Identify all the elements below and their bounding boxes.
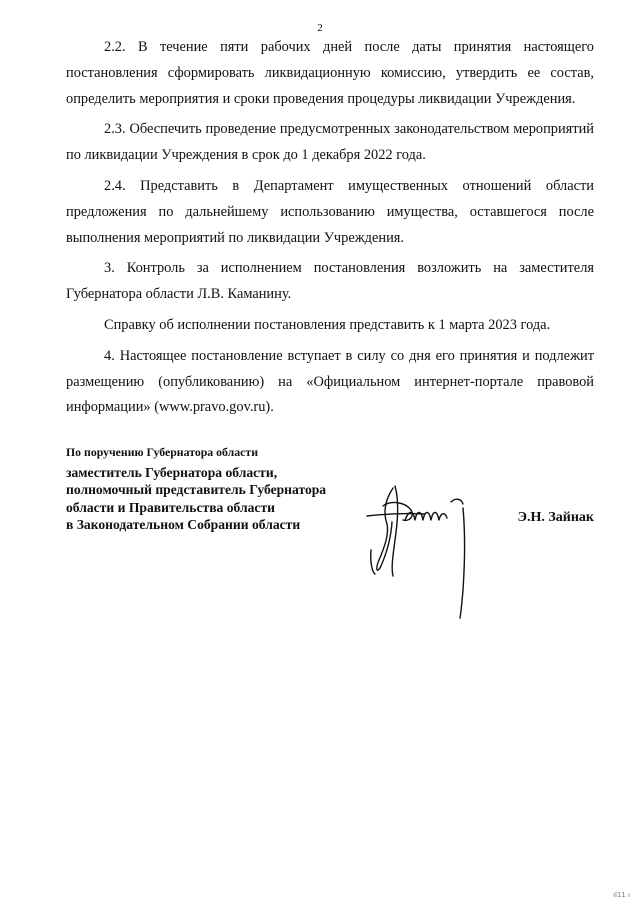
page-number: 2 [317,22,323,34]
signer-position-line-2: полномочный представитель Губернатора [66,482,327,497]
signer-position-line-1: заместитель Губернатора области, [66,464,278,480]
paragraph-3: 3. Контроль за исполнением постановления возложить на заместителя Губернатора области Л.В. Каманину. [66,260,594,303]
paragraph-2-2: 2.2. В течение пяти рабочих дней после даты принятия настоящего постановления сформировать ликвидационную комиссию, утвердить ее состав, определить мероприятия и сроки проведения процедуры ликвидации Учреждения. [66,39,594,107]
signature-block [66,444,366,534]
paragraph-report: Справку об исполнении постановления представить к 1 марта 2023 года. [104,316,551,333]
document-body [66,35,594,426]
paragraph-2-3: 2.3. Обеспечить проведение предусмотренных законодательством мероприятий по ликвидации Учреждения в срок до 1 декабря 2022 года. [66,121,594,164]
paragraph-2-4: 2.4. Представить в Департамент имущественных отношений области предложения по дальнейшему использованию имущества, оставшегося после выполнения мероприятий по ликвидации Учреждения. [66,177,594,246]
paragraph-4: 4. Настоящее постановление вступает в силу со дня его принятия и подлежит размещению (опубликованию) на «Официальном интернет-портале правовой информации» (www.pravo.gov.ru). [66,347,594,416]
signer-position-line-4: в Законодательном Собрании области [66,517,301,532]
signer-position-line-3: области и Правительства области [66,499,275,515]
handwritten-signature [365,480,475,620]
footer-scan-marks: ıl11 ı [613,891,630,899]
signature-instruction: По поручению Губернатора области [66,445,258,459]
signer-name: Э.Н. Зайнак [517,510,594,525]
